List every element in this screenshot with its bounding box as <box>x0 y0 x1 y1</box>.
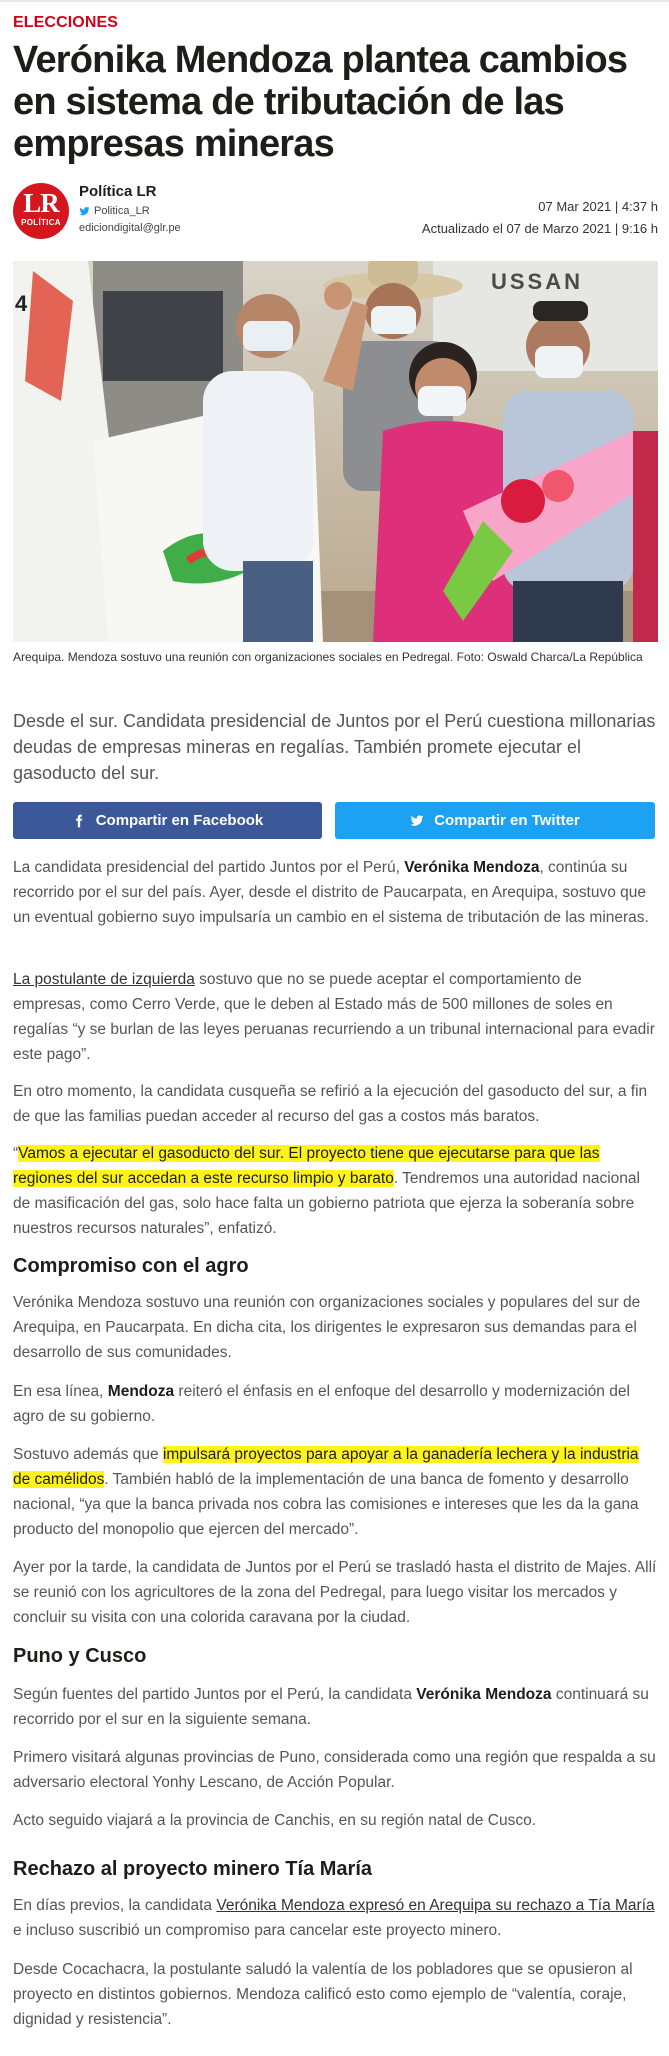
rally-photo-illustration <box>13 261 658 642</box>
p2-text: sostuvo que no se puede aceptar el comportamiento de empresas, como Cerro Verde, que le deben al Estado más de 500 millones de soles en regalías “y se burlan de las leyes peruanas recurriendo a un tribunal internacional para evadir este pago”. <box>13 971 655 1063</box>
p12-text-c: e incluso suscribió un compromiso para cancelar este proyecto minero. <box>13 1922 502 1939</box>
p6-bold-name: Mendoza <box>107 1383 175 1400</box>
twitter-bird-icon <box>79 206 90 217</box>
paragraph-7 <box>13 1442 658 1542</box>
paragraph-11: Acto seguido viajará a la provincia de Canchis, en su región natal de Cusco. <box>13 1812 537 1829</box>
p9-text-c: continuará su recorrido por el sur en la siguiente semana. <box>13 1686 649 1728</box>
top-border <box>0 0 669 2</box>
updated-date: Actualizado el 07 de Marzo 2021 | 9:16 h <box>421 221 658 236</box>
paragraph-12 <box>13 1893 658 1943</box>
p4-text: . Tendremos una autoridad nacional de masificación del gas, solo hace falta un gobierno patriota que ejerza la soberanía sobre nuestros recursos naturales”, enfatizó. <box>13 1170 640 1237</box>
p7-text-a: Sostuvo además que <box>13 1446 163 1463</box>
paragraph-3: En otro momento, la candidata cusqueña se refirió a la ejecución del gasoducto del sur, a fin de que las familias puedan acceder al recurso del gas a costos más baratos. <box>13 1083 648 1125</box>
p1-text-c: , continúa su recorrido por el sur del país. Ayer, desde el distrito de Paucarpata, en Arequipa, sostuvo que un eventual gobierno suyo impulsaría un cambio en el sistema de tributación de las mineras. <box>13 859 649 926</box>
p4-open-quote: “ <box>13 1145 19 1162</box>
facebook-icon <box>72 814 86 828</box>
plate-text: 4 <box>15 291 28 316</box>
logo-sub-text: POLÍTICA <box>21 218 61 227</box>
subheading-agro: Compromiso con el agro <box>13 1255 249 1277</box>
paragraph-2 <box>13 967 658 1067</box>
p1-text-a: La candidata presidencial del partido Juntos por el Perú, <box>13 859 405 876</box>
logo-lr-text: LR <box>23 188 59 218</box>
paragraph-9 <box>13 1682 658 1732</box>
lr-politica-logo[interactable] <box>13 183 69 239</box>
p6-text-c: reiteró el énfasis en el enfoque del desarrollo y modernización del agro de su gobierno. <box>13 1383 630 1425</box>
share-facebook-button[interactable] <box>13 802 322 839</box>
author-email[interactable]: ediciondigital@glr.pe <box>79 222 181 234</box>
truck-sign-text: USSAN <box>491 269 584 294</box>
p7-text-c: . También habló de la implementación de una banca de fomento y desarrollo nacional, “ya que la banca privada nos cobra las comisiones e intereses que les da la gana producto del monopolio que ejercen del mercado”. <box>13 1471 639 1538</box>
author-twitter[interactable] <box>79 205 150 217</box>
subheading-tia-maria: Rechazo al proyecto minero Tía María <box>13 1858 372 1880</box>
article-lead: Desde el sur. Candidata presidencial de Juntos por el Perú cuestiona millonarias deudas de empresas mineras en regalías. También promete ejecutar el gasoducto del sur. <box>13 711 656 783</box>
paragraph-10: Primero visitará algunas provincias de Puno, considerada como una región que respalda a su adversario electoral Yonhy Lescano, de Acción Popular. <box>13 1749 656 1791</box>
paragraph-6 <box>13 1379 658 1429</box>
byline <box>13 181 658 241</box>
p7-highlight: impulsará proyectos para apoyar a la ganadería lechera y la industria de camélidos <box>13 1446 639 1488</box>
share-twitter-button[interactable] <box>335 802 655 839</box>
p9-text-a: Según fuentes del partido Juntos por el Perú, la candidata <box>13 1686 417 1703</box>
article-photo <box>13 261 658 642</box>
p12-link[interactable]: Verónika Mendoza expresó en Arequipa su rechazo a Tía María <box>216 1897 655 1914</box>
p6-text-a: En esa línea, <box>13 1383 108 1400</box>
paragraph-1 <box>13 855 658 930</box>
p12-text-a: En días previos, la candidata <box>13 1897 217 1914</box>
share-twitter-label: Compartir en Twitter <box>434 812 580 829</box>
p9-bold-name: Verónika Mendoza <box>416 1686 552 1703</box>
author-name[interactable]: Política LR <box>79 183 157 200</box>
paragraph-5: Verónika Mendoza sostuvo una reunión con organizaciones sociales y populares del sur de Arequipa, en Paucarpata. En dicha cita, los dirigentes le expresaron sus demandas para el desarrollo de sus comunidades. <box>13 1294 641 1361</box>
p4-highlight: Vamos a ejecutar el gasoducto del sur. El proyecto tiene que ejecutarse para que las regiones del sur accedan a este recurso limpio y barato <box>13 1145 600 1187</box>
p1-bold-name: Verónika Mendoza <box>404 859 540 876</box>
p2-link[interactable]: La postulante de izquierda <box>13 971 195 988</box>
photo-caption: Arequipa. Mendoza sostuvo una reunión con organizaciones sociales en Pedregal. Foto: Oswald Charca/La República <box>13 650 643 664</box>
paragraph-4-quote <box>13 1141 658 1241</box>
paragraph-13: Desde Cocachacra, la postulante saludó la valentía de los pobladores que se opusieron al proyecto en distintos gobiernos. Mendoza calificó esto como ejemplo de “valentía, coraje, dignidad y resistencia”. <box>13 1961 633 2028</box>
paragraph-8: Ayer por la tarde, la candidata de Juntos por el Perú se trasladó hasta el distrito de Majes. Allí se reunió con los agricultores de la zona del Pedregal, para luego visitar los mercados y concluir su visita con una colorida caravana por la ciudad. <box>13 1559 657 1626</box>
share-facebook-label: Compartir en Facebook <box>95 812 264 829</box>
headline: Verónika Mendoza plantea cambios en sistema de tributación de las empresas mineras <box>13 39 628 165</box>
twitter-handle: Politica_LR <box>94 205 150 217</box>
published-date: 07 Mar 2021 | 4:37 h <box>538 199 658 214</box>
section-label[interactable]: ELECCIONES <box>13 14 119 31</box>
subheading-puno-cusco: Puno y Cusco <box>13 1645 147 1667</box>
twitter-icon <box>410 814 424 828</box>
